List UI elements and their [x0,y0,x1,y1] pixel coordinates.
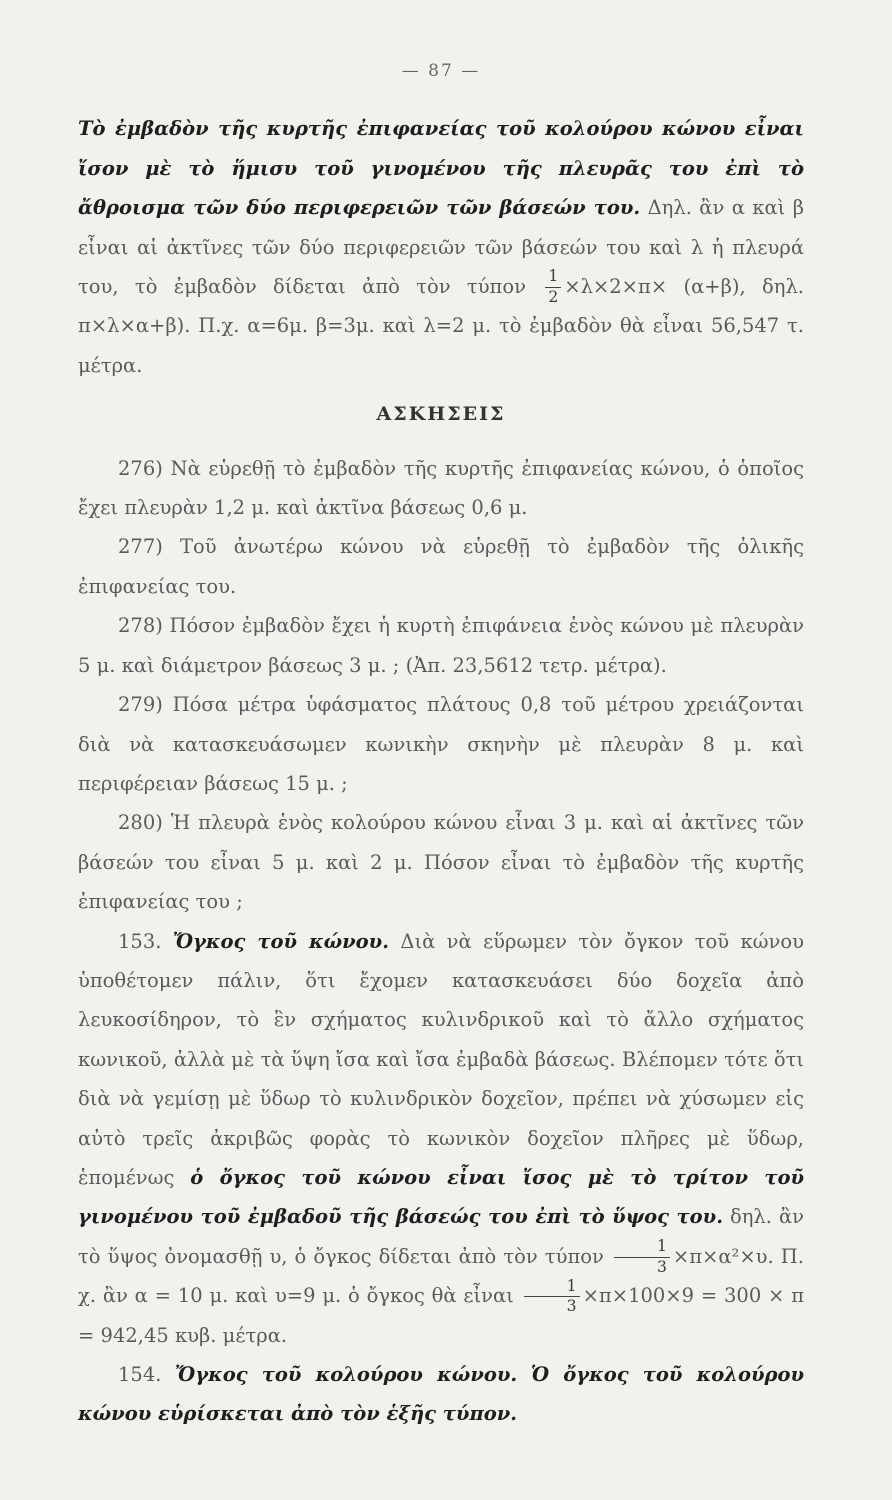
fraction-numerator: 1 [545,269,561,288]
exercise-280: 280) Ἡ πλευρὰ ἑνὸς κολούρου κώνου εἶναι 3 μ. καὶ αἱ ἀκτῖνες τῶν βάσεών του εἶναι 5 μ. καὶ 2 μ. Πόσον εἶναι τὸ ἐμβαδὸν τῆς κυρτῆς ἐπιφανείας του ; [78,811,804,914]
section-text: δηλ. ἂν τὸ ὕψος ὀνομασθῇ υ, ὁ ὄγκος δίδεται ἀπὸ τὸν τύπον [78,1205,805,1268]
fraction-one-half [545,269,561,305]
section-title: Ὄγκος τοῦ κώνου. [172,929,389,953]
fraction-one-third [524,1276,580,1316]
section-title: Ὄγκος τοῦ κολούρου κώνου. [175,1363,518,1386]
exercise-276: 276) Νὰ εὑρεθῇ τὸ ἐμβαδὸν τῆς κυρτῆς ἐπιφανείας κώνου, ὁ ὁποῖος ἔχει πλευρὰν 1,2 μ. καὶ ἀκτῖνα βάσεως 0,6 μ. [78,456,804,520]
section-number: 153. [118,929,162,953]
fraction-denominator: 3 [566,1297,577,1316]
section-text: Διὰ νὰ εὕρωμεν τὸν ὄγκον τοῦ κώνου ὑποθέτομεν πάλιν, ὅτι ἔχομεν κατασκευάσει δύο δοχεῖα ἀπὸ λευκοσίδηρον, τὸ ἓν σχήματος κυλινδρικοῦ καὶ τὸ ἄλλο σχήματος κωνικοῦ, ἀλλὰ μὲ τὰ ὕψη ἴσα καὶ ἴσα ἐμβαδὰ βάσεως. Βλέπομεν τότε ὅτι διὰ νὰ γεμίσῃ μὲ ὕδωρ τὸ κυλινδρικὸν δοχεῖον, πρέπει νὰ χύσωμεν εἰς αὐτὸ τρεῖς ἀκριβῶς φορὰς τὸ κωνικὸν δοχεῖον πλῆρες μὲ ὕδωρ, ἑπομένως [78,929,805,1189]
exercise-277: 277) Τοῦ ἀνωτέρω κώνου νὰ εὑρεθῇ τὸ ἐμβαδὸν τῆς ὁλικῆς ἐπιφανείας του. [78,535,804,598]
fraction-numerator: 1 [524,1279,580,1298]
exercise-279: 279) Πόσα μέτρα ὑφάσματος πλάτους 0,8 τοῦ μέτρου χρειάζονται διὰ νὰ κατασκευάσωμεν κωνικὴν σκηνὴν μὲ πλευρὰν 8 μ. καὶ περιφέρειαν βάσεως 15 μ. ; [78,693,804,795]
theorem-statement: ὁ ὄγκος τοῦ κώνου εἶναι ἴσος μὲ τὸ τρίτον τοῦ γινομένου τοῦ ἐμβαδοῦ τῆς βάσεώς του ἐπὶ τὸ ὕψος του. [78,1165,805,1229]
fraction-one-third [614,1239,670,1275]
theorem-statement: Ὁ ὄγκος τοῦ κολούρου κώνου εὑρίσκεται ἀπὸ τὸν ἑξῆς τύπον. [78,1363,804,1426]
paragraph-text: Δηλ. ἂν α καὶ β εἶναι αἱ ἀκτῖνες τῶν δύο περιφερειῶν τῶν βάσεών του καὶ λ ἡ πλευρά του, τὸ ἐμβαδὸν δίδεται ἀπὸ τὸν τύπον [78,196,804,299]
page-number: — 87 — [401,61,481,81]
exercise-278: 278) Πόσον ἐμβαδὸν ἔχει ἡ κυρτὴ ἐπιφάνεια ἑνὸς κώνου μὲ πλευρὰν 5 μ. καὶ διάμετρον βάσεως 3 μ. ; (Ἀπ. 23,5612 τετρ. μέτρα). [78,614,804,677]
fraction-numerator: 1 [614,1239,670,1258]
page [78,52,804,1434]
formula-text: ×π×α²×υ. Π. χ. ἂν α = 10 μ. καὶ υ=9 μ. ὁ ὄγκος θὰ εἶναι [78,1244,804,1308]
fraction-denominator: 3 [656,1257,667,1276]
cone-frustum-area-paragraph [78,109,804,385]
section-154 [78,1355,804,1434]
theorem-statement: Τὸ ἐμβαδὸν τῆς κυρτῆς ἐπιφανείας τοῦ κολούρου κώνου εἶναι ἴσον μὲ τὸ ἥμισυ τοῦ γινομένου τῆς πλευρᾶς του ἐπὶ τὸ ἄθροισμα τῶν δύο περιφερειῶν τῶν βάσεών του. [78,117,804,220]
formula-text: ×π×100×9 = 300 × π = 942,45 κυβ. μέτρα. [78,1284,805,1347]
fraction-denominator: 2 [548,288,559,307]
section-number: 154. [118,1363,162,1386]
formula-text: ×λ×2×π× (α+β), δηλ. π×λ×α+β). Π.χ. α=6μ. β=3μ. καὶ λ=2 μ. τὸ ἐμβαδὸν θὰ εἶναι 56,547 τ. μέτρα. [78,275,804,377]
section-153 [78,922,804,1355]
exercises-heading: ΑΣΚΗΣΕΙΣ [376,403,506,426]
